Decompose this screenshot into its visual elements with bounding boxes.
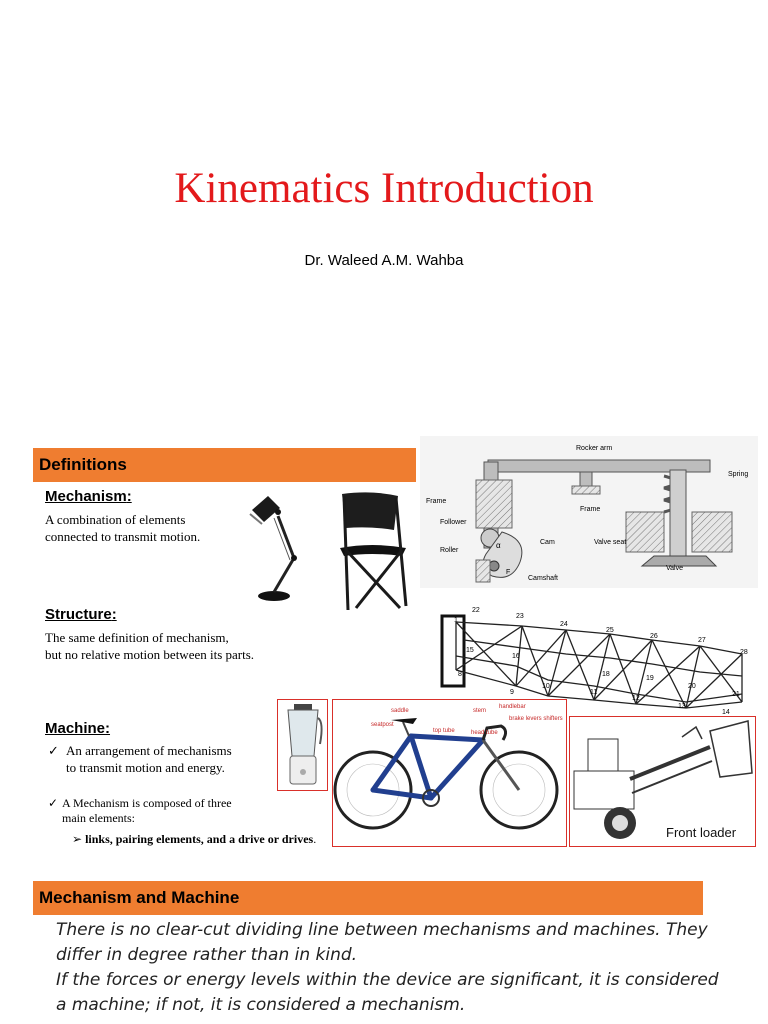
bike-label: brake levers shifters: [509, 716, 563, 722]
truss-label: 20: [688, 683, 696, 690]
front-loader-image: [570, 717, 755, 846]
mechanism-definition: [45, 511, 200, 545]
blender-image: [278, 700, 327, 790]
truss-label: 24: [560, 621, 568, 628]
machine-bullet-1: ✓ An arrangement of mechanisms to transmit motion and energy.: [48, 743, 232, 775]
bike-label: head tube: [471, 730, 498, 736]
slide-author: Dr. Waleed A.M. Wahba: [304, 252, 464, 269]
mechanism-line-1: A combination of elements: [45, 512, 186, 527]
bike-label: handlebar: [499, 704, 526, 710]
bicycle-image: [333, 700, 566, 846]
truss-label: 25: [606, 627, 614, 634]
truss-label: 28: [740, 649, 748, 656]
cam-label: Roller: [440, 547, 459, 554]
structure-line-1: The same definition of mechanism,: [45, 630, 229, 645]
truss-label: 21: [732, 691, 740, 698]
blender-image-frame: [277, 699, 328, 791]
bike-label: saddle: [391, 708, 409, 714]
definitions-header: Definitions: [33, 448, 416, 482]
truss-label: 1: [454, 617, 458, 624]
truss-label: 9: [510, 689, 514, 696]
bike-label: seatpost: [371, 722, 394, 728]
mm-line-3: If the forces or energy levels within the device are significant, it is considered: [56, 970, 719, 990]
structure-definition: [45, 629, 254, 663]
truss-label: 13: [678, 703, 686, 710]
cam-label: Frame: [426, 498, 447, 505]
mechanism-line-2: connected to transmit motion.: [45, 529, 201, 544]
desk-lamp-image: [244, 488, 322, 604]
truss-label: 27: [698, 637, 706, 644]
machine-bullet-2: ✓ A Mechanism is composed of three main elements:: [48, 796, 232, 825]
folding-chair-image: [332, 490, 414, 612]
truss-label: 10: [542, 683, 550, 690]
mm-line-2: differ in degree rather than in kind.: [56, 945, 358, 965]
truss-label: 16: [512, 653, 520, 660]
structure-line-2: but no relative motion between its parts.: [45, 647, 255, 662]
cam-label: Follower: [440, 519, 467, 526]
arrow-bullet-icon: ➢: [72, 832, 86, 846]
cam-label: Spring: [728, 471, 749, 478]
structure-heading: Structure:: [45, 606, 117, 623]
truss-label: 18: [602, 671, 610, 678]
truss-label: 26: [650, 633, 658, 640]
truss-label: 23: [516, 613, 524, 620]
cam-follower-diagram: [420, 436, 758, 588]
front-loader-image-frame: [569, 716, 756, 847]
truss-label: 8: [458, 671, 462, 678]
mm-line-1: There is no clear-cut dividing line between mechanisms and machines. They: [56, 920, 708, 940]
truss-label: 11: [590, 689, 598, 696]
check-icon: ✓: [48, 743, 59, 758]
bicycle-image-frame: [332, 699, 567, 847]
truss-label: 22: [472, 607, 480, 614]
mechanism-and-machine-header: Mechanism and Machine: [33, 881, 703, 915]
mechanism-machine-text: [56, 918, 746, 1018]
check-icon: ✓: [48, 796, 59, 810]
cam-label: Valve seat: [594, 539, 627, 546]
mechanism-heading: Mechanism:: [45, 488, 132, 505]
cam-label: Frame: [580, 506, 601, 513]
bike-label: stem: [473, 708, 487, 714]
cam-label: Camshaft: [528, 575, 558, 582]
cam-label: Valve: [666, 565, 683, 572]
truss-label: 15: [466, 647, 474, 654]
slide-title: Kinematics Introduction: [174, 165, 594, 212]
machine-sub-bullet: ➢ links, pairing elements, and a drive or drives.: [72, 832, 317, 846]
front-loader-label: Front loader: [666, 825, 737, 840]
truss-label: 14: [722, 709, 730, 716]
bike-label: top tube: [433, 728, 455, 734]
cam-label: α: [496, 541, 501, 550]
mm-line-4: a machine; if not, it is considered a mechanism.: [56, 995, 466, 1015]
truss-label: 19: [646, 675, 654, 682]
cam-label: F: [506, 569, 511, 576]
machine-heading: Machine:: [45, 720, 111, 737]
cam-label: Cam: [540, 539, 555, 546]
cam-label: Rocker arm: [576, 445, 613, 452]
truss-label: 12: [632, 695, 640, 702]
